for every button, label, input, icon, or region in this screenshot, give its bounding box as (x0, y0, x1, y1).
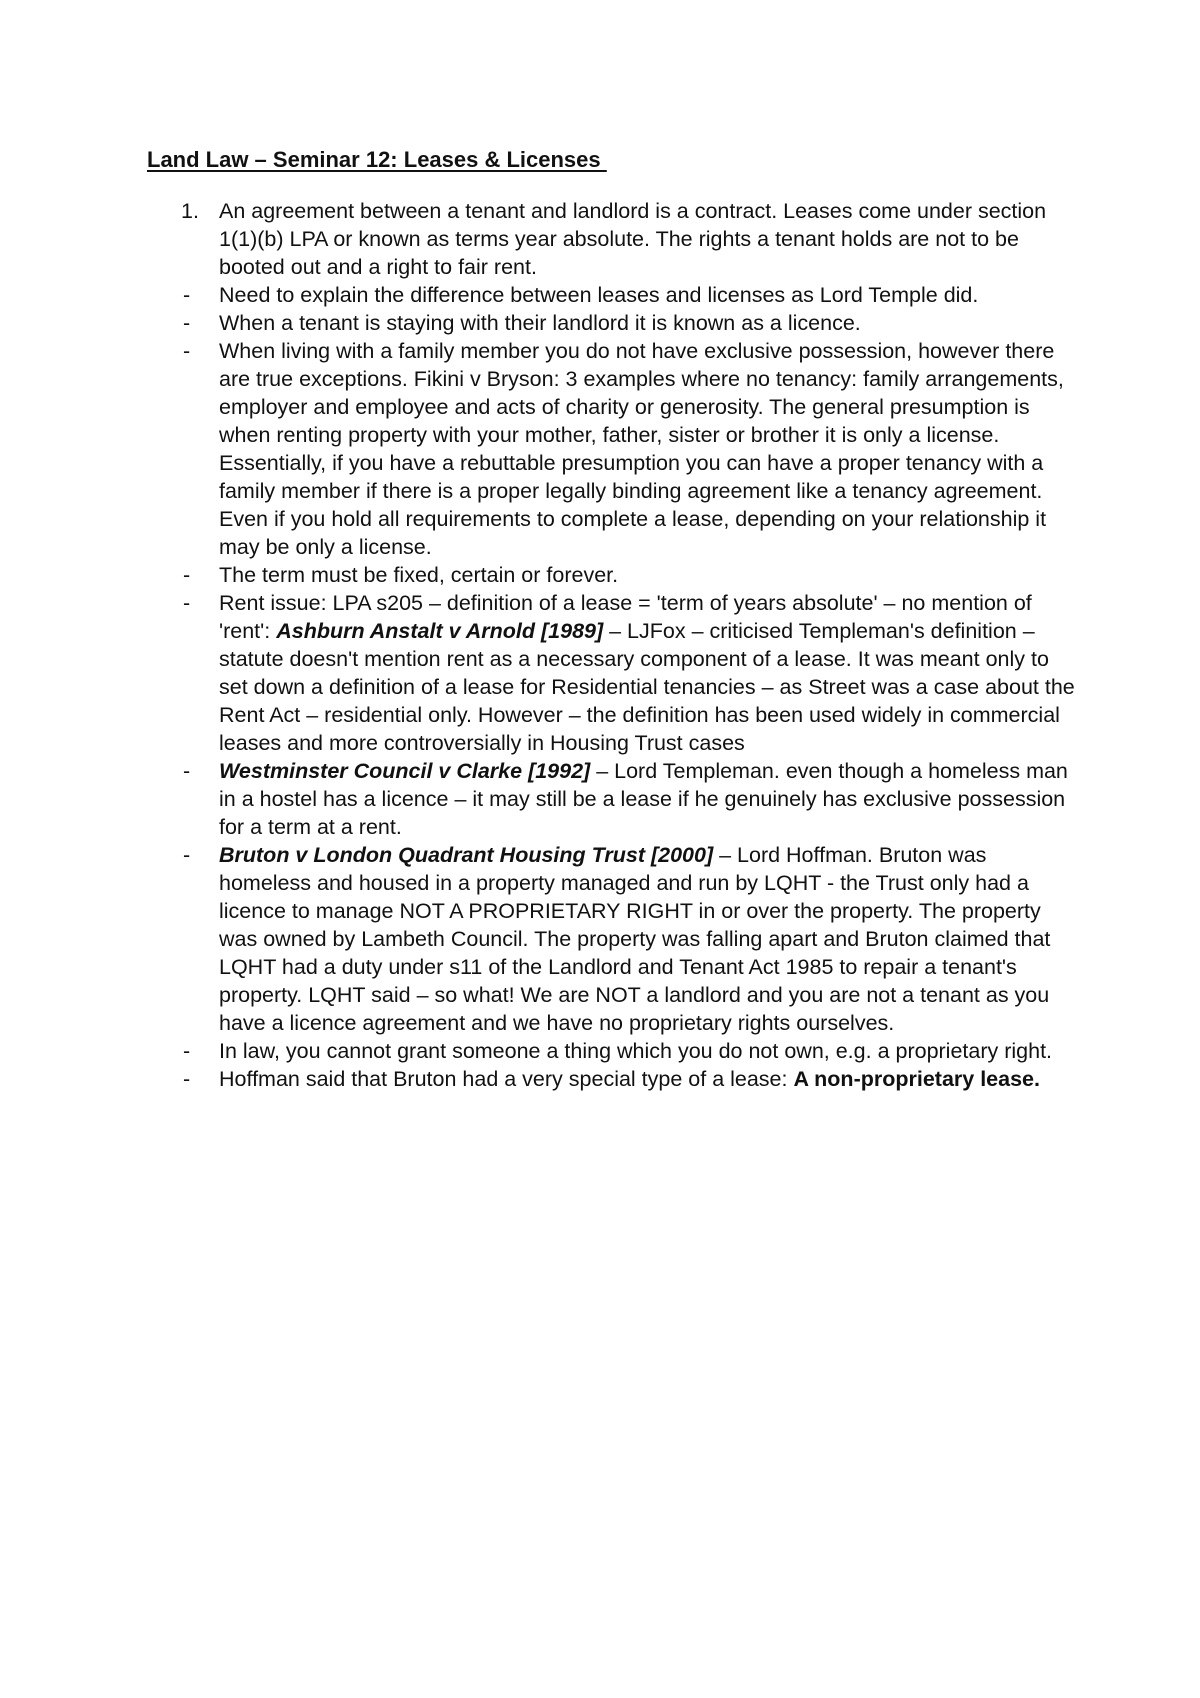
list-item (147, 337, 1077, 561)
item-text: Hoffman said that Bruton had a very special type of a lease: (219, 1067, 794, 1091)
case-citation: Ashburn Anstalt v Arnold [1989] (276, 619, 604, 643)
item-text: Need to explain the difference between leases and licenses as Lord Temple did. (219, 283, 979, 307)
list-dash: - (183, 843, 191, 867)
emphasis-text: A non-proprietary lease. (793, 1067, 1040, 1091)
item-text: The term must be fixed, certain or forever. (219, 563, 619, 587)
item-text: When a tenant is staying with their landlord it is known as a licence. (219, 311, 861, 335)
item-text: In law, you cannot grant someone a thing which you do not own, e.g. a proprietary right. (219, 1039, 1053, 1063)
item-text: Rent issue: LPA s205 – definition of a lease = 'term of years absolute' – no mention of 'rent': (219, 591, 1032, 643)
item-text: When living with a family member you do not have exclusive possession, however there are true exceptions. Fikini v Bryson: 3 examples where no tenancy: family arrangements, employer and employee and acts of charity or generosity. The general presumption is when renting property with your mother, father, sister or brother it is only a license. Essentially, if you have a rebuttable presumption you can have a proper tenancy with a family member if there is a proper legally binding agreement like a tenancy agreement. Even if you hold all requirements to complete a lease, depending on your relationship it may be only a license. (219, 339, 1064, 559)
item-text: – LJFox – criticised Templeman's definition – statute doesn't mention rent as a necessary component of a lease. It was meant only to set down a definition of a lease for Residential tenancies – as Street was a case about the Rent Act – residential only. However – the definition has been used widely in commercial leases and more controversially in Housing Trust cases (219, 619, 1075, 755)
case-citation: Westminster Council v Clarke [1992] (219, 759, 591, 783)
list-item (147, 281, 1077, 309)
list-dash: - (183, 339, 191, 363)
case-citation: Bruton v London Quadrant Housing Trust [2000] (219, 843, 714, 867)
list-item (147, 197, 1077, 281)
list-item (147, 589, 1077, 757)
list-item (147, 757, 1077, 841)
list-dash: - (183, 1039, 191, 1063)
item-text: An agreement between a tenant and landlord is a contract. Leases come under section 1(1)(b) LPA or known as terms year absolute. The rights a tenant holds are not to be booted out and a right to fair rent. (219, 199, 1047, 279)
list-dash: - (183, 759, 191, 783)
list-number: 1. (181, 199, 199, 223)
list-dash: - (183, 283, 191, 307)
list-dash: - (183, 311, 191, 335)
list-item (147, 561, 1077, 589)
list-dash: - (183, 591, 191, 615)
seminar-notes-list (147, 197, 1077, 1093)
item-text: – Lord Templeman. even though a homeless man in a hostel has a licence – it may still be a lease if he genuinely has exclusive possession for a term at a rent. (219, 759, 1068, 839)
list-item (147, 309, 1077, 337)
list-item (147, 1065, 1077, 1093)
item-text: – Lord Hoffman. Bruton was homeless and housed in a property managed and run by LQHT - the Trust only had a licence to manage NOT A PROPRIETARY RIGHT in or over the property. The property was owned by Lambeth Council. The property was falling apart and Bruton claimed that LQHT had a duty under s11 of the Landlord and Tenant Act 1985 to repair a tenant's property. LQHT said – so what! We are NOT a landlord and you are not a tenant as you have a licence agreement and we have no proprietary rights ourselves. (219, 843, 1051, 1035)
list-item (147, 1037, 1077, 1065)
list-dash: - (183, 1067, 191, 1091)
document-body (147, 145, 1077, 1093)
list-dash: - (183, 563, 191, 587)
page-title: Land Law – Seminar 12: Leases & Licenses (147, 147, 607, 172)
list-item (147, 841, 1077, 1037)
